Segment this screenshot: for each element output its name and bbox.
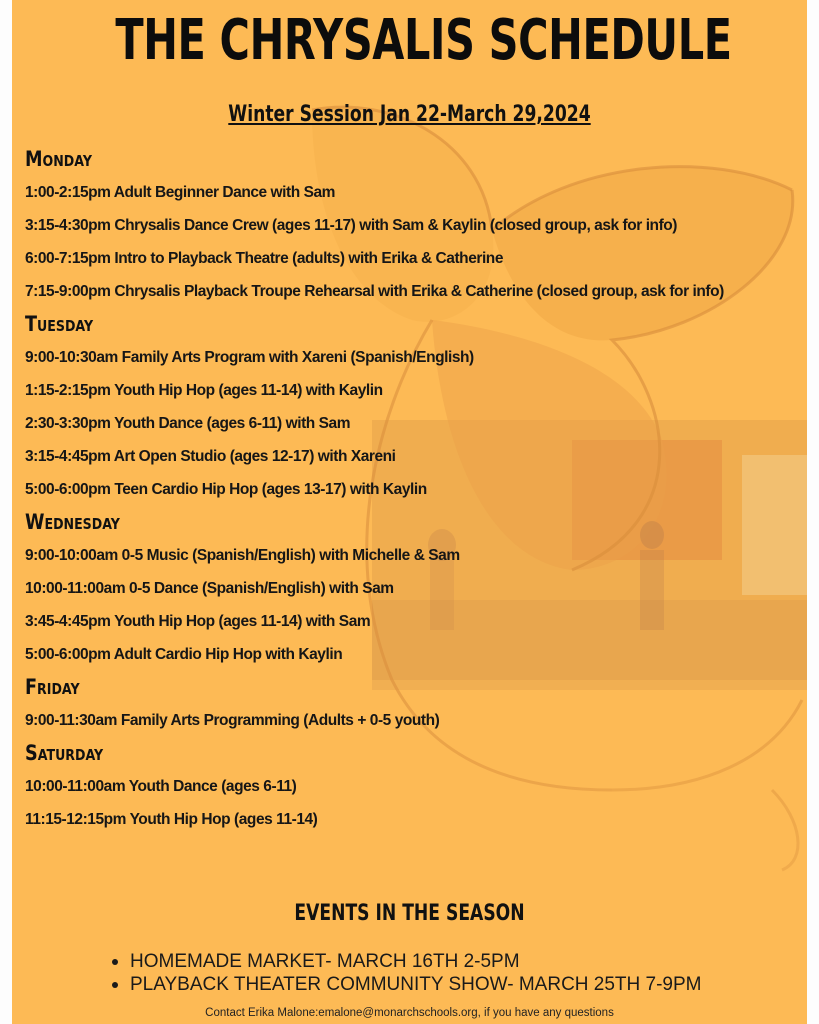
events-heading: EVENTS IN THE SEASON — [294, 901, 525, 926]
event-text: HOMEMADE MARKET- MARCH 16TH 2-5PM — [130, 951, 520, 972]
day-heading-tuesday: Tuesday — [25, 312, 94, 336]
day-heading-saturday: Saturday — [25, 741, 104, 765]
class-entry: 10:00-11:00am 0-5 Dance (Spanish/English) with Sam — [25, 580, 394, 597]
event-item — [110, 973, 702, 996]
class-entry: 10:00-11:00am Youth Dance (ages 6-11) — [25, 778, 297, 795]
session-dates: Winter Session Jan 22-March 29,2024 — [228, 102, 591, 127]
class-entry: 9:00-10:30am Family Arts Program with Xareni (Spanish/English) — [25, 349, 474, 366]
events-list — [110, 950, 702, 996]
class-entry: 7:15-9:00pm Chrysalis Playback Troupe Rehearsal with Erika & Catherine (closed group, ask for info) — [25, 283, 724, 300]
event-text: PLAYBACK THEATER COMMUNITY SHOW- MARCH 25TH 7-9PM — [130, 974, 702, 995]
class-entry: 3:15-4:30pm Chrysalis Dance Crew (ages 11-17) with Sam & Kaylin (closed group, ask for info) — [25, 217, 678, 234]
class-entry: 9:00-11:30am Family Arts Programming (Adults + 0-5 youth) — [25, 712, 440, 729]
class-entry: 9:00-10:00am 0-5 Music (Spanish/English) with Michelle & Sam — [25, 547, 460, 564]
day-heading-wednesday: Wednesday — [25, 510, 120, 534]
class-entry: 1:00-2:15pm Adult Beginner Dance with Sam — [25, 184, 335, 201]
bullet-icon — [112, 982, 118, 988]
class-entry: 3:15-4:45pm Art Open Studio (ages 12-17) with Xareni — [25, 448, 396, 465]
class-entry: 2:30-3:30pm Youth Dance (ages 6-11) with Sam — [25, 415, 351, 432]
class-entry: 6:00-7:15pm Intro to Playback Theatre (adults) with Erika & Catherine — [25, 250, 503, 267]
class-entry: 1:15-2:15pm Youth Hip Hop (ages 11-14) with Kaylin — [25, 382, 383, 399]
class-entry: 3:45-4:45pm Youth Hip Hop (ages 11-14) with Sam — [25, 613, 371, 630]
schedule-poster — [12, 0, 807, 1024]
class-entry: 5:00-6:00pm Teen Cardio Hip Hop (ages 13-17) with Kaylin — [25, 481, 427, 498]
day-heading-friday: Friday — [25, 675, 80, 699]
weekly-schedule — [25, 143, 805, 836]
event-item — [110, 950, 702, 973]
class-entry: 5:00-6:00pm Adult Cardio Hip Hop with Kaylin — [25, 646, 343, 663]
poster-title: THE CHRYSALIS SCHEDULE — [115, 8, 732, 73]
bullet-icon — [112, 959, 118, 965]
day-heading-monday: Monday — [25, 147, 92, 171]
class-entry: 11:15-12:15pm Youth Hip Hop (ages 11-14) — [25, 811, 318, 828]
contact-info: Contact Erika Malone:emalone@monarchschools.org, if you have any questions — [205, 1007, 614, 1019]
